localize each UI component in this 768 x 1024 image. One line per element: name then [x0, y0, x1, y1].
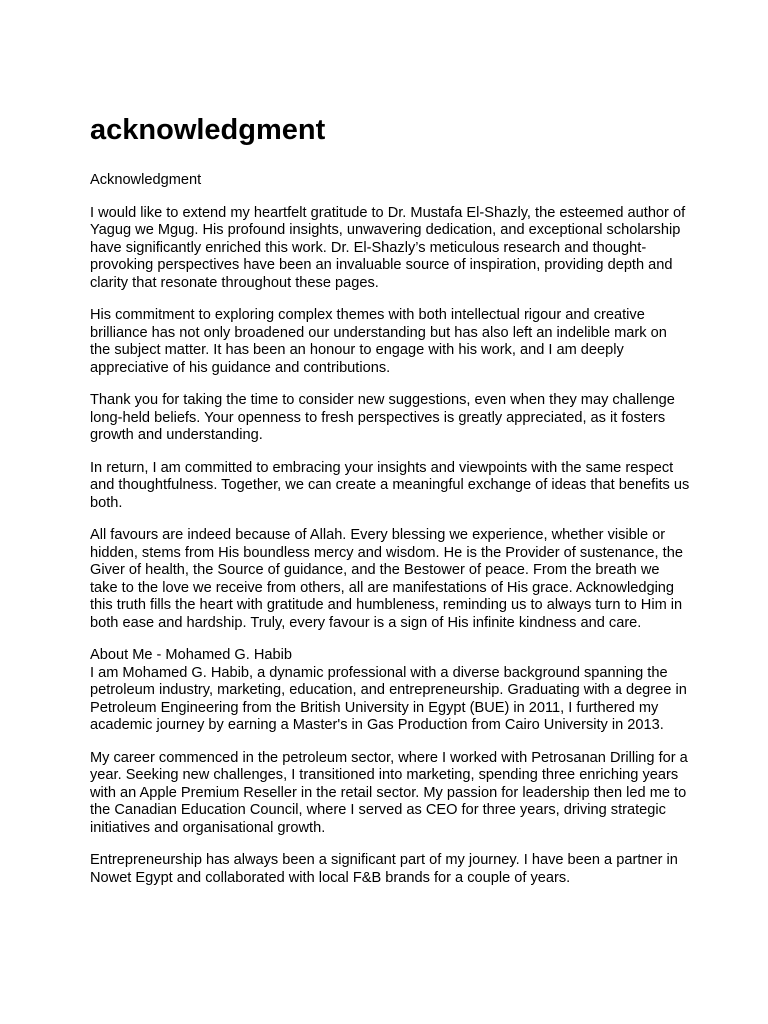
about-section — [90, 647, 690, 735]
paragraph-gratitude: I would like to extend my heartfelt gratitude to Dr. Mustafa El-Shazly, the esteemed author of Yagug we Mgug. His profound insights, unwavering dedication, and exceptional scholarship have significantly enriched this work. Dr. El-Shazly’s meticulous research and thought-provoking perspectives have been an invaluable source of inspiration, providing depth and clarity that resonate throughout these pages. — [90, 204, 686, 291]
document-subtitle: Acknowledgment — [90, 172, 202, 188]
paragraph-favours: All favours are indeed because of Allah. Every blessing we experience, whether visible or hidden, stems from His boundless mercy and wisdom. He is the Provider of sustenance, the Giver of health, the Source of guidance, and the Bestower of peace. From the breath we take to the love we receive from others, all are manifestations of His grace. Acknowledging this truth fills the heart with gratitude and humbleness, reminding us to always turn to Him in both ease and hardship. Truly, every favour is a sign of His infinite kindness and care. — [90, 527, 683, 631]
about-paragraph-entrepreneurship: Entrepreneurship has always been a significant part of my journey. I have been a partner in Nowet Egypt and collaborated with local F&B brands for a couple of years. — [90, 852, 678, 886]
paragraph-return: In return, I am committed to embracing your insights and viewpoints with the same respect and thoughtfulness. Together, we can create a meaningful exchange of ideas that benefits us both. — [90, 459, 690, 511]
about-heading: About Me - Mohamed G. Habib — [90, 647, 292, 663]
paragraph-thanks: Thank you for taking the time to consider new suggestions, even when they may challenge long-held beliefs. Your openness to fresh perspectives is greatly appreciated, as it fosters growth and understanding. — [90, 392, 675, 443]
paragraph-commitment: His commitment to exploring complex themes with both intellectual rigour and creative brilliance has not only broadened our understanding but has also left an indelible mark on the subject matter. It has been an honour to engage with his work, and I am deeply appreciative of his guidance and contributions. — [90, 307, 667, 376]
document-page — [90, 112, 690, 887]
about-paragraph-career: My career commenced in the petroleum sector, where I worked with Petrosanan Drilling for a year. Seeking new challenges, I transitioned into marketing, spending three enriching years with an Apple Premium Reseller in the retail sector. My passion for leadership then led me to the Canadian Education Council, where I served as CEO for three years, driving strategic initiatives and organisational growth. — [90, 749, 688, 836]
document-title: acknowledgment — [90, 114, 326, 146]
about-paragraph-background: I am Mohamed G. Habib, a dynamic professional with a diverse background spanning the petroleum industry, marketing, education, and entrepreneurship. Graduating with a degree in Petroleum Engineering from the British University in Egypt (BUE) in 2011, I furthered my academic journey by earning a Master's in Gas Production from Cairo University in 2013. — [90, 664, 687, 733]
